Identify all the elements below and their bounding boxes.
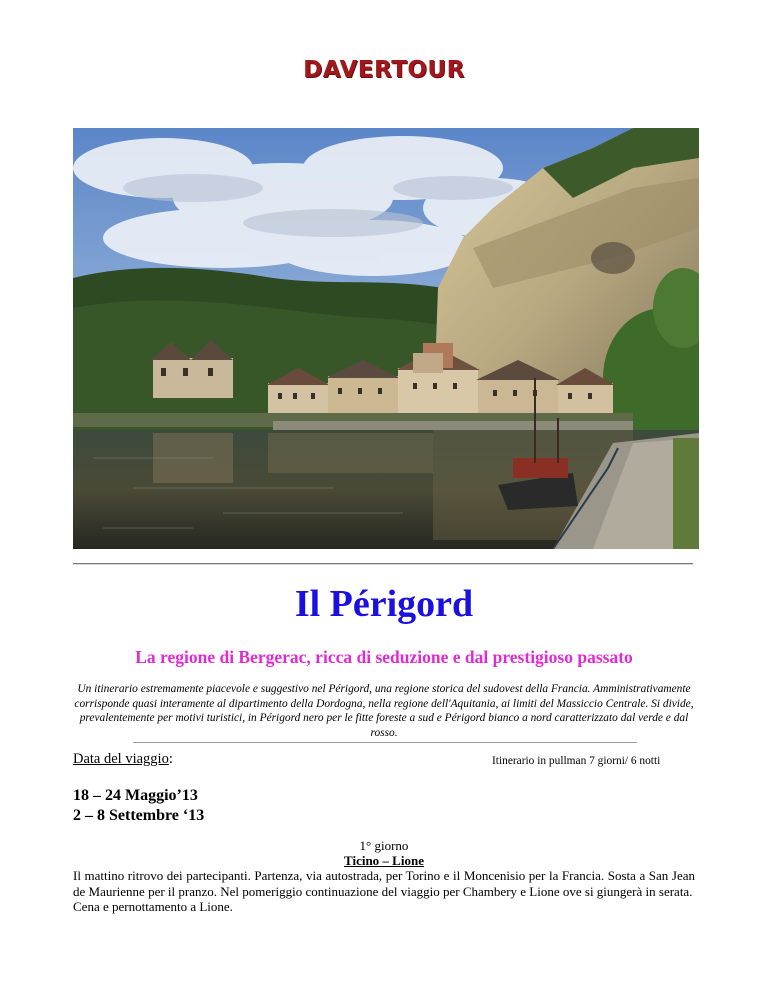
- day-1-number: 1° giorno: [359, 838, 409, 853]
- trip-info: Itinerario in pullman 7 giorni/ 6 notti: [492, 755, 661, 767]
- intro-paragraph: Un itinerario estremamente piacevole e suggestivo nel Périgord, una regione storica del sudovest della Francia. Amministrativamente corrisponde quasi interamente al dipartimento della Dordogna, nella regione dell'Aquitania, ai limiti del Massiccio Centrale. Si divide, prevalentemente per motivi turistici, in Périgord nero per le fitte foreste a sud e Périgord bianco a nord caratterizzato dal verde e dal rosso.: [74, 683, 694, 739]
- day-1-text-2: Cena e pernottamento a Lione.: [73, 899, 233, 914]
- day-1-description: [73, 868, 695, 915]
- page-title: Il Périgord: [294, 583, 474, 625]
- day-1-route: Ticino – Lione: [344, 853, 424, 868]
- cover-photo: [73, 128, 699, 549]
- divider-line-2: [133, 742, 637, 743]
- brand-logo: DAVERTOUR: [303, 57, 465, 83]
- day-1-text: Il mattino ritrovo dei partecipanti. Partenza, via autostrada, per Torino e il Moncenisio per la Francia. Sosta a San Jean de Maurienne per il pranzo. Nel pomeriggio continuazione del viaggio per Chambery e Lione ove si giungerà in serata.: [73, 868, 695, 899]
- trip-date-2: 2 – 8 Settembre ‘13: [73, 807, 205, 824]
- trip-date-colon: :: [168, 751, 173, 767]
- trip-dates: [73, 786, 204, 826]
- trip-date-label-text: Data del viaggio: [73, 751, 169, 767]
- trip-date-label: [73, 751, 173, 768]
- trip-date-1: 18 – 24 Maggio’13: [73, 787, 198, 804]
- divider-line: [73, 563, 693, 565]
- page-subtitle: La regione di Bergerac, ricca di seduzione e dal prestigioso passato: [135, 647, 633, 667]
